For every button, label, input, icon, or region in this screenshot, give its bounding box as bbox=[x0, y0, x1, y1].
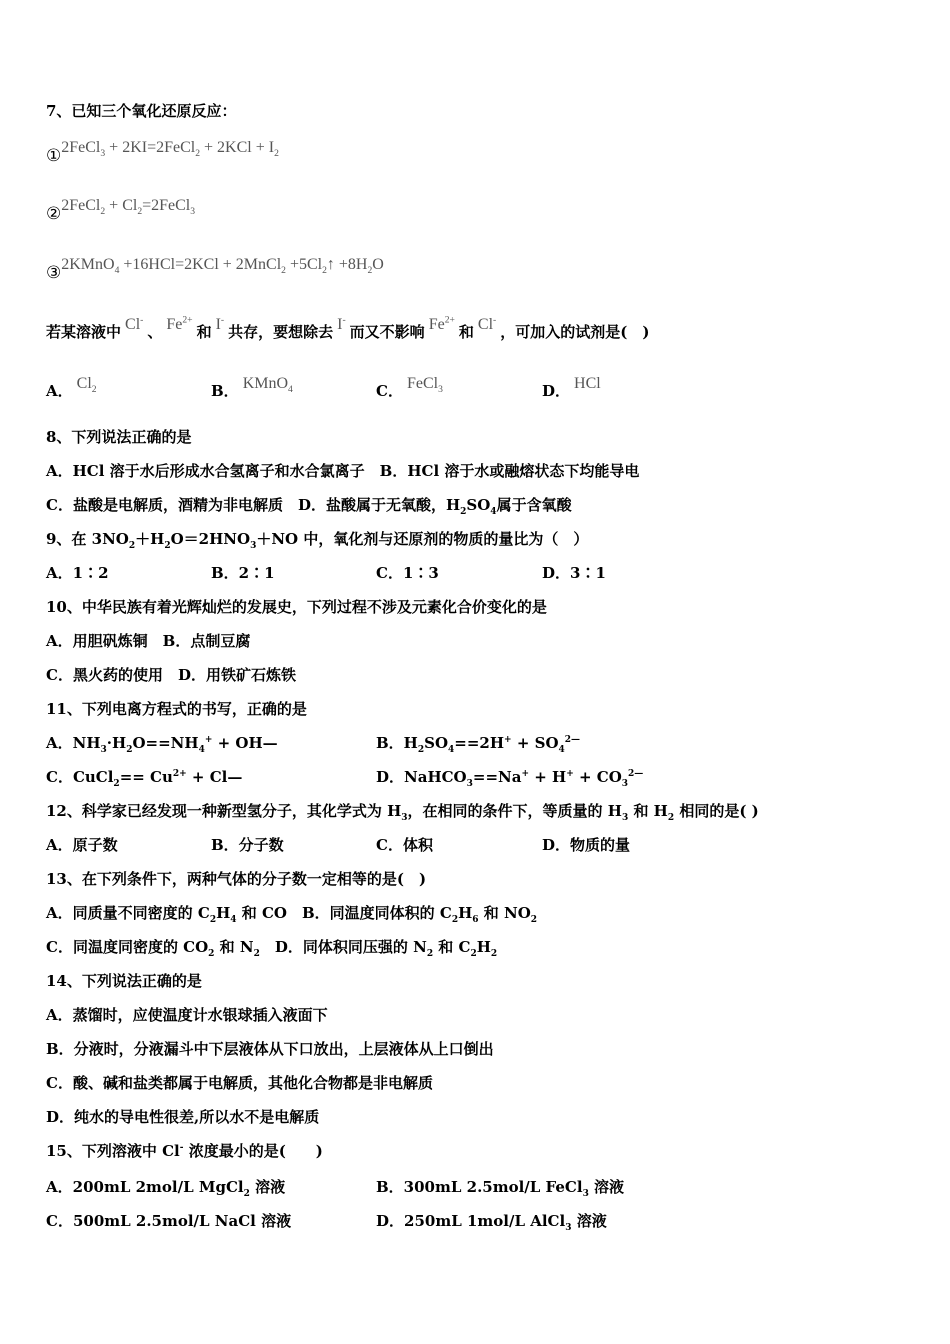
q12-option-d[interactable]: D．物质的量 bbox=[542, 836, 631, 854]
q15-option-d[interactable]: D．250mL 1mol/L AlCl$_3$ 溶液 bbox=[376, 1212, 607, 1233]
q9-option-c[interactable]: C．1∶3 bbox=[376, 564, 439, 582]
q9-options bbox=[0, 563, 950, 583]
q12-title: 12、科学家已经发现一种新型氢分子，其化学式为 $H_3$，在相同的条件下，等质量的 $H_3$ 和 $H_2$ 相同的是( ) bbox=[46, 802, 759, 823]
ion-iodide: I- bbox=[215, 314, 225, 333]
q9-option-d[interactable]: D．3∶1 bbox=[542, 564, 606, 582]
q7-option-a[interactable]: A． $Cl_2$ bbox=[46, 375, 97, 400]
q10-options-line-2[interactable]: C．黑火药的使用 D．用铁矿石炼铁 bbox=[46, 666, 296, 684]
q7-reaction-3 bbox=[46, 256, 384, 284]
q13-options-line-1[interactable]: A．同质量不同密度的 $C_2H_4$ 和 CO B．同温度同体积的 $C_2H_6$ 和 $NO_2$ bbox=[46, 904, 538, 925]
q9-option-a[interactable]: A．1∶2 bbox=[46, 564, 109, 582]
q7-stem: 若某溶液中 Cl- 、 $Fe^{2+}$ 和 I- 共存，要想除去 I- 而又不影响 $Fe^{2+}$ 和 Cl- ，可加入的试剂是( ) bbox=[46, 314, 650, 341]
reaction-2-formula: 2FeCl$_2$ + $Cl_2=2FeCl_3$ bbox=[61, 197, 196, 218]
q14-option-a[interactable]: A．蒸馏时，应使温度计水银球插入液面下 bbox=[46, 1006, 328, 1024]
reaction-3-formula: 2KMnO$_4$ +16HCl=2KCl + 2MnCl$_2$ $+5Cl_2↑ +8H_2O$ bbox=[61, 256, 384, 277]
ion-iodide-2: I- bbox=[337, 314, 346, 333]
q7-options bbox=[0, 375, 950, 401]
circled-one-marker: ① bbox=[46, 146, 62, 166]
q13-title: 13、在下列条件下，两种气体的分子数一定相等的是( ) bbox=[46, 870, 427, 888]
q10-title: 10、中华民族有着光辉灿烂的发展史，下列过程不涉及元素化合价变化的是 bbox=[46, 598, 547, 616]
q14-option-d[interactable]: D．纯水的导电性很差,所以水不是电解质 bbox=[46, 1108, 320, 1126]
q7-reaction-2 bbox=[46, 197, 196, 225]
q15-option-b[interactable]: B．300mL 2.5mol/L FeCl$_3$ 溶液 bbox=[376, 1178, 625, 1199]
q11-option-c[interactable]: C．CuCl$_2$== $Cu^{2+}$ + Cl— bbox=[46, 768, 243, 789]
q12-option-a[interactable]: A．原子数 bbox=[46, 836, 118, 854]
circled-three-marker: ③ bbox=[46, 263, 62, 283]
q7-title: 7、已知三个氧化还原反应： bbox=[46, 102, 237, 120]
q11-options-row-1 bbox=[0, 733, 950, 753]
q11-options-row-2 bbox=[0, 767, 950, 787]
reaction-1-formula: 2FeCl$_3$ + 2KI=2FeCl$_2$ + $2KCl + I_2$ bbox=[61, 139, 279, 160]
q7-option-c[interactable]: C． FeCl$_3$ bbox=[376, 375, 443, 400]
ion-chloride-2: Cl- bbox=[477, 314, 497, 333]
q14-title: 14、下列说法正确的是 bbox=[46, 972, 202, 990]
q11-option-d[interactable]: D．NaHCO$_3$==Na+ + $H^+ + CO_3^{2—}$ bbox=[376, 768, 644, 789]
ion-chloride: Cl- bbox=[125, 314, 144, 333]
q11-title: 11、下列电离方程式的书写，正确的是 bbox=[46, 700, 307, 718]
q12-options bbox=[0, 835, 950, 855]
q9-option-b[interactable]: B．2∶1 bbox=[211, 564, 275, 582]
q11-option-a[interactable]: A．$NH_3\cdot H_2O==NH_4^+$ + OH— bbox=[46, 734, 278, 755]
q7-option-d[interactable]: D． HCl bbox=[542, 375, 601, 400]
ion-iron-ii-2: $Fe^{2+}$ bbox=[428, 314, 455, 333]
q15-title: 15、下列溶液中 Cl- 浓度最小的是( ) bbox=[46, 1142, 323, 1160]
q9-title: 9、在 $3NO_2+H_2O=2HNO_3+NO$ 中，氧化剂与还原剂的物质的量比为（ ） bbox=[46, 530, 589, 551]
q15-option-a[interactable]: A．200mL 2mol/L MgCl$_2$ 溶液 bbox=[46, 1178, 286, 1199]
q7-reaction-1 bbox=[46, 139, 279, 167]
q15-options-row-2 bbox=[0, 1211, 950, 1231]
q14-option-c[interactable]: C．酸、碱和盐类都属于电解质，其他化合物都是非电解质 bbox=[46, 1074, 433, 1092]
q8-options-line-1[interactable]: A．HCl 溶于水后形成水合氢离子和水合氯离子 B．HCl 溶于水或融熔状态下均能导电 bbox=[46, 462, 640, 480]
q11-option-b[interactable]: B．$H_2SO_4==2H^+ + SO_4^{2—}$ bbox=[376, 734, 581, 755]
q15-options-row-1 bbox=[0, 1177, 950, 1197]
q10-options-line-1[interactable]: A．用胆矾炼铜 B．点制豆腐 bbox=[46, 632, 251, 650]
q14-option-b[interactable]: B．分液时，分液漏斗中下层液体从下口放出，上层液体从上口倒出 bbox=[46, 1040, 494, 1058]
circled-two-marker: ② bbox=[46, 204, 62, 224]
ion-iron-ii: $Fe^{2+}$ bbox=[166, 314, 193, 333]
q12-option-b[interactable]: B．分子数 bbox=[211, 836, 284, 854]
q15-option-c[interactable]: C．500mL 2.5mol/L NaCl 溶液 bbox=[46, 1212, 292, 1230]
q8-title: 8、下列说法正确的是 bbox=[46, 428, 192, 446]
q13-options-line-2[interactable]: C．同温度同密度的 $CO_2$ 和 $N_2$ D．同体积同压强的 $N_2$ 和 $C_2H_2$ bbox=[46, 938, 498, 959]
q12-option-c[interactable]: C．体积 bbox=[376, 836, 433, 854]
q7-option-b[interactable]: B． KMnO$_4$ bbox=[211, 375, 293, 400]
q8-options-line-2[interactable]: C．盐酸是电解质，酒精为非电解质 D．盐酸属于无氧酸，$H_2SO_4$属于含氧酸 bbox=[46, 496, 572, 517]
